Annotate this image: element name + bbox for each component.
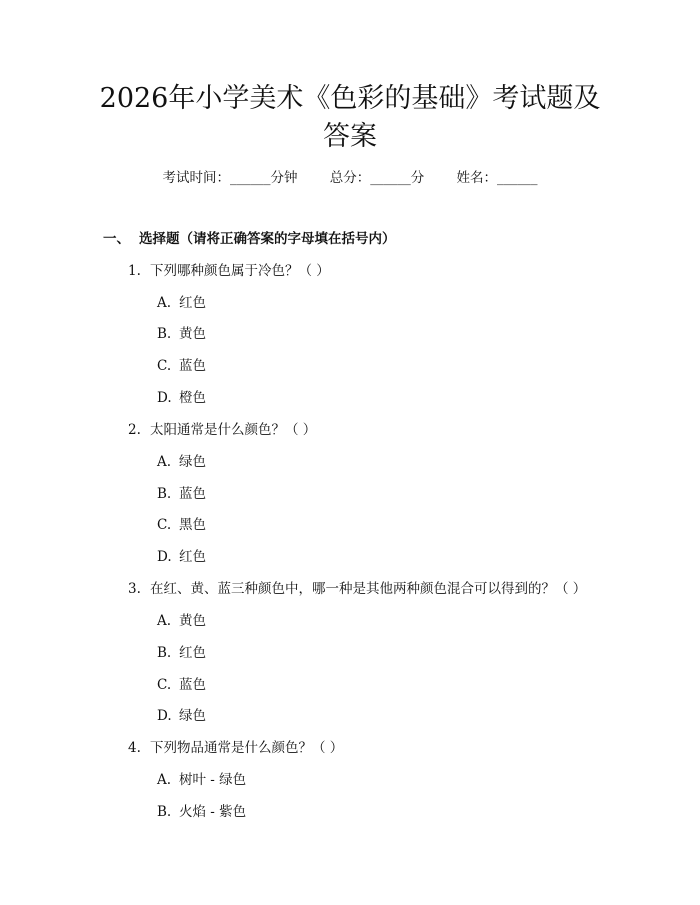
option <box>157 293 206 313</box>
option-letter: D. <box>157 390 172 406</box>
option-text: 红色 <box>179 549 206 565</box>
option-letter: C. <box>157 677 172 693</box>
option <box>157 547 206 567</box>
option <box>157 706 206 726</box>
total-score: 总分：______分 <box>329 170 425 186</box>
option-letter: A. <box>157 772 172 788</box>
section-heading <box>103 229 396 249</box>
question <box>128 738 343 758</box>
option-text: 黄色 <box>179 613 206 629</box>
page-title: 2026年小学美术《色彩的基础》考试题及答案 <box>99 83 601 152</box>
option-text: 树叶 - 绿色 <box>179 772 247 788</box>
option <box>157 515 206 535</box>
student-name: 姓名：______ <box>456 170 538 186</box>
option-text: 红色 <box>179 295 206 311</box>
section-title: 选择题（请将正确答案的字母填在括号内） <box>139 231 396 247</box>
option-letter: B. <box>157 486 172 502</box>
exam-info <box>0 168 700 188</box>
option-letter: A. <box>157 454 172 470</box>
option-letter: D. <box>157 708 172 724</box>
option-letter: D. <box>157 549 172 565</box>
option-text: 绿色 <box>179 454 206 470</box>
option <box>157 675 206 695</box>
option-text: 火焰 - 紫色 <box>179 804 247 820</box>
option-text: 绿色 <box>179 708 206 724</box>
option-letter: C. <box>157 517 172 533</box>
option <box>157 388 206 408</box>
option-letter: B. <box>157 804 172 820</box>
option <box>157 324 206 344</box>
option <box>157 452 206 472</box>
question-number: 1. <box>128 263 141 279</box>
option <box>157 770 246 790</box>
question-text: 下列哪种颜色属于冷色？（ ） <box>150 263 330 279</box>
option-letter: A. <box>157 613 172 629</box>
option <box>157 643 206 663</box>
question-text: 下列物品通常是什么颜色？（ ） <box>150 740 344 756</box>
option-text: 黑色 <box>179 517 206 533</box>
section-number: 一、 <box>103 231 130 247</box>
option-letter: B. <box>157 326 172 342</box>
option-text: 橙色 <box>179 390 206 406</box>
question-text: 太阳通常是什么颜色？（ ） <box>150 422 317 438</box>
option <box>157 356 206 376</box>
option-text: 红色 <box>179 645 206 661</box>
question <box>128 420 316 440</box>
option <box>157 484 206 504</box>
question <box>128 579 586 599</box>
option-text: 蓝色 <box>179 358 206 374</box>
exam-time: 考试时间：______分钟 <box>162 170 298 186</box>
question-number: 3. <box>128 581 141 597</box>
option-letter: B. <box>157 645 172 661</box>
option <box>157 802 246 822</box>
question-number: 2. <box>128 422 141 438</box>
option-text: 蓝色 <box>179 486 206 502</box>
question-number: 4. <box>128 740 141 756</box>
option-text: 蓝色 <box>179 677 206 693</box>
question-text: 在红、黄、蓝三种颜色中，哪一种是其他两种颜色混合可以得到的？（ ） <box>150 581 587 597</box>
option <box>157 611 206 631</box>
option-letter: C. <box>157 358 172 374</box>
option-letter: A. <box>157 295 172 311</box>
question <box>128 261 330 281</box>
option-text: 黄色 <box>179 326 206 342</box>
